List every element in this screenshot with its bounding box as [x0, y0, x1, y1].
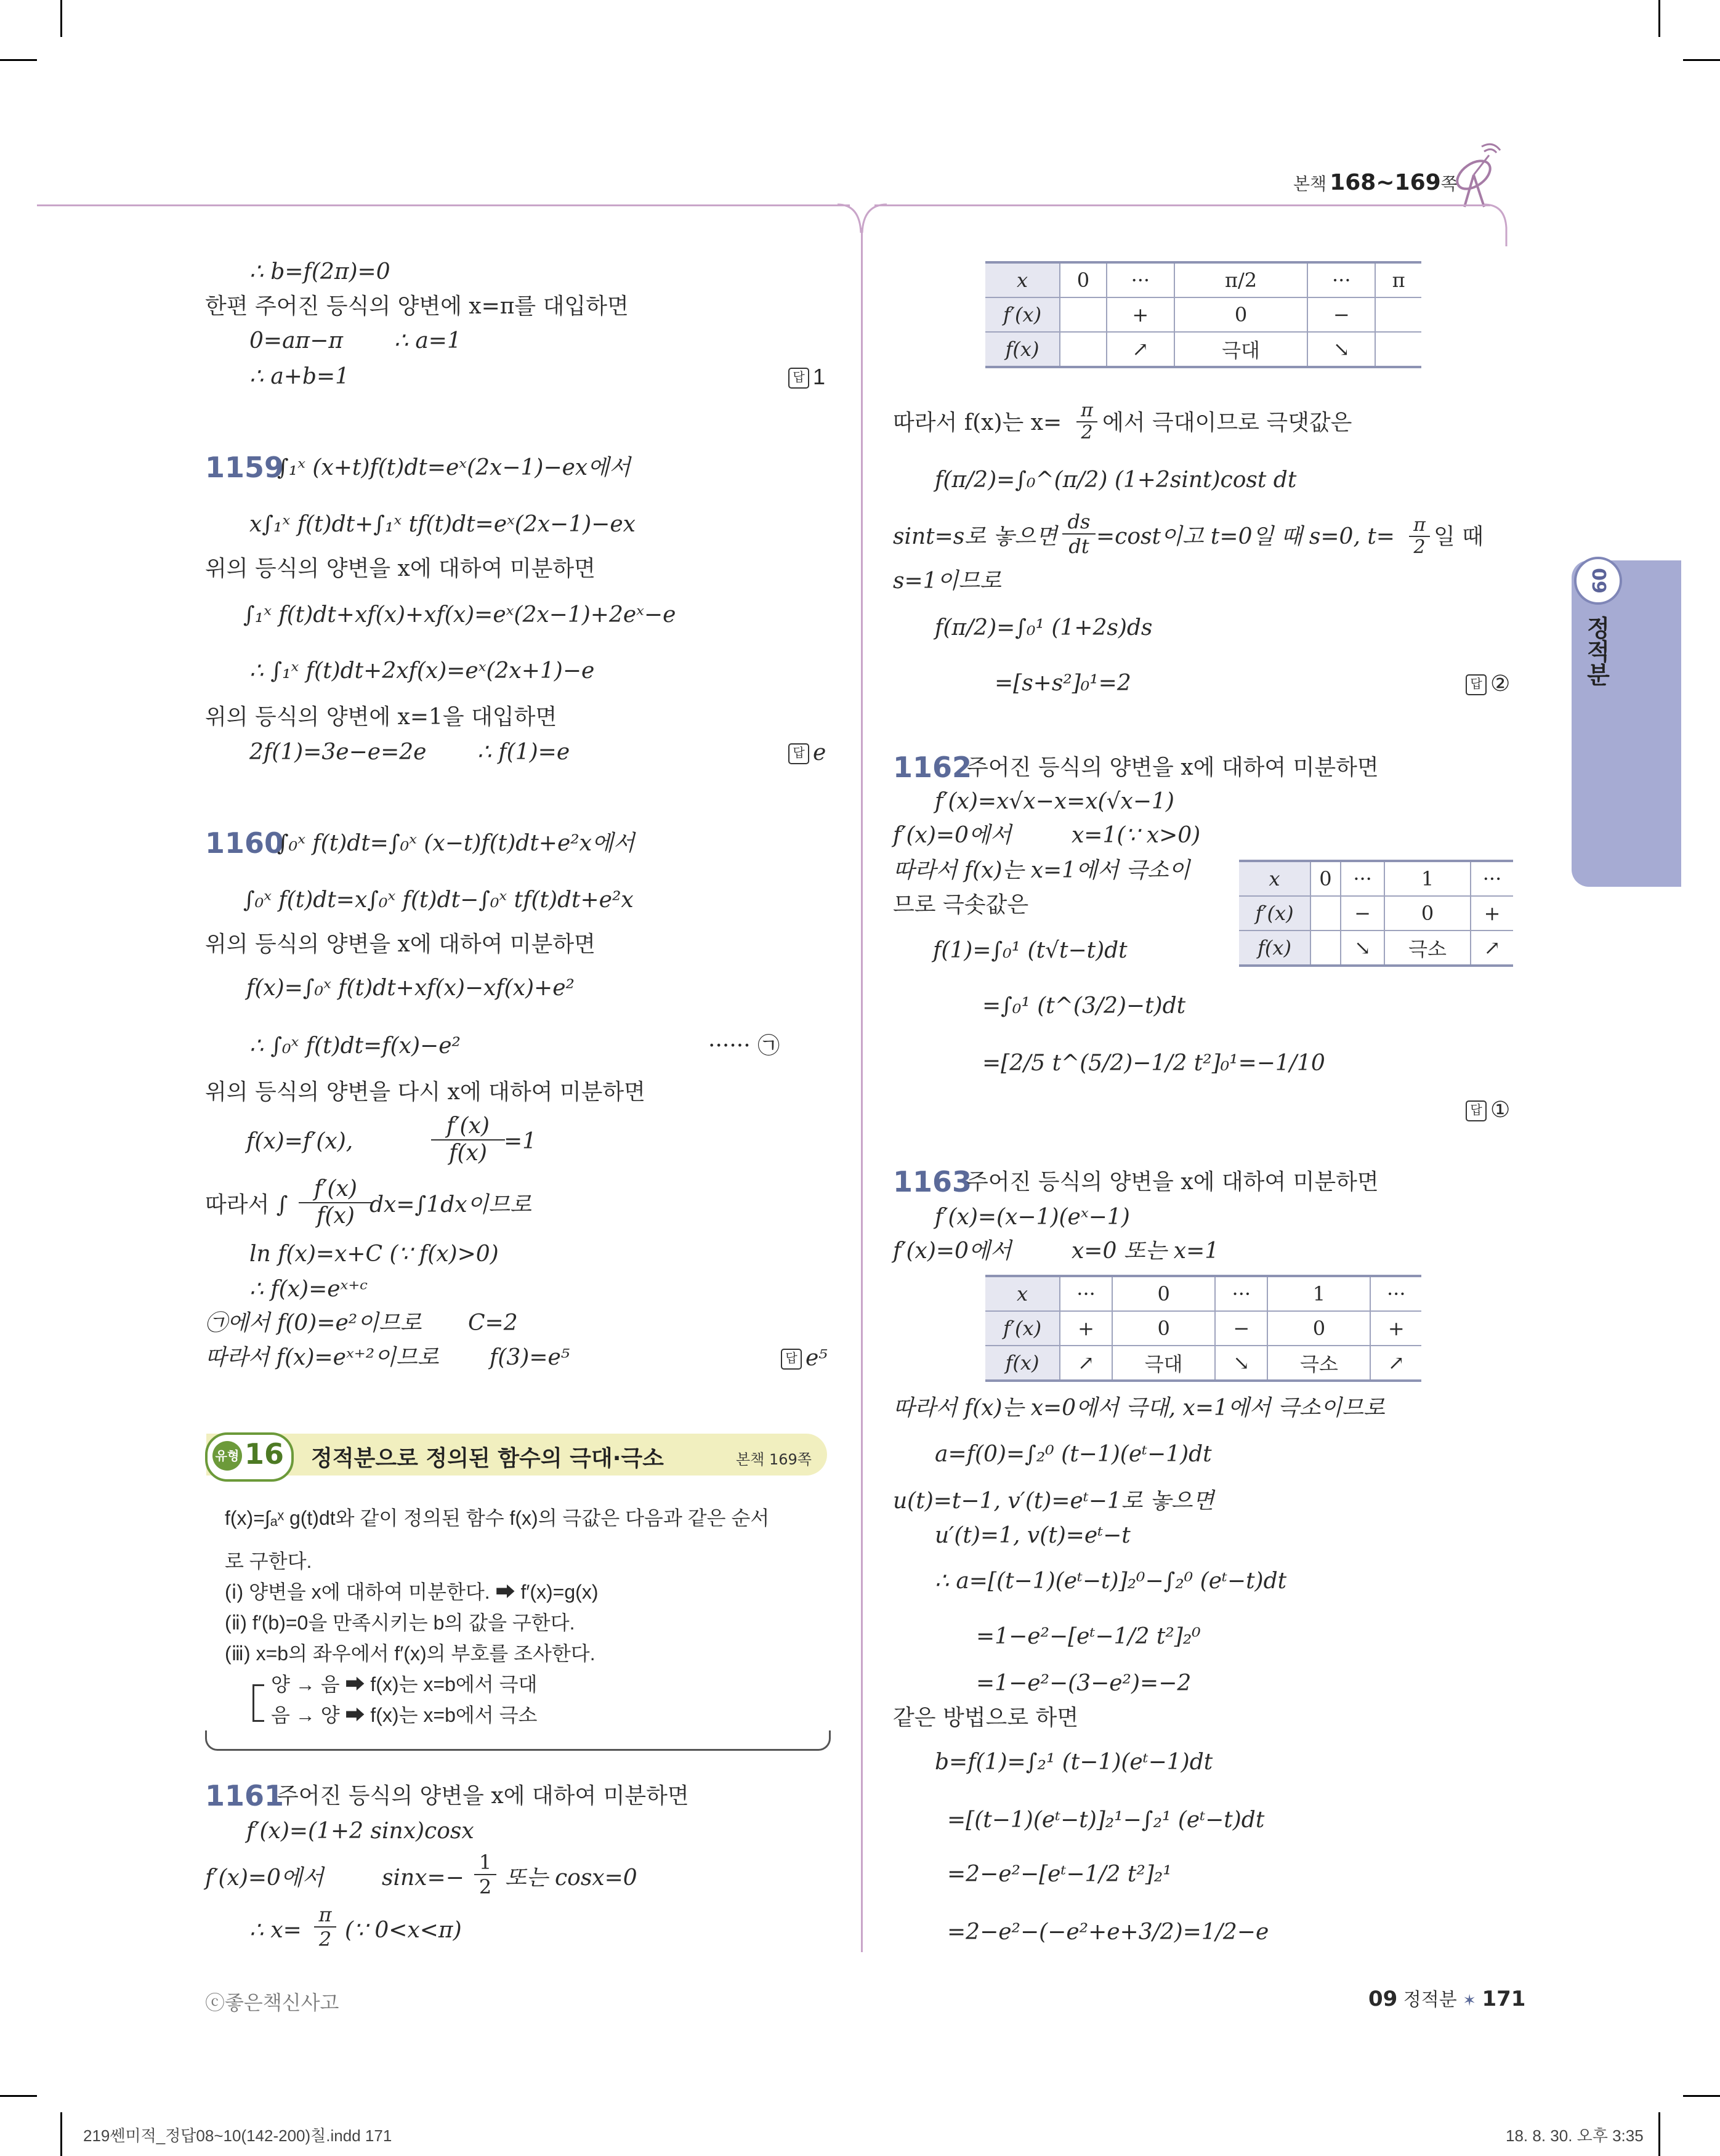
solution-line: 따라서 ∫ [205, 1192, 288, 1217]
table-cell: π [1375, 262, 1421, 297]
table-cell: ↘ [1341, 931, 1384, 966]
fraction: f′(x) f(x) [299, 1176, 373, 1229]
fraction: 1 2 [474, 1851, 496, 1899]
type-text: 양 → 음 ➡ f(x)는 x=b에서 극대 [271, 1673, 538, 1695]
table-cell: π/2 [1174, 262, 1307, 297]
table-cell: ··· [1370, 1276, 1421, 1311]
solution-line: x=0 또는 x=1 [1072, 1238, 1219, 1264]
table-cell: 0 [1174, 297, 1307, 332]
solution-line: 주어진 등식의 양변을 x에 대하여 미분하면 [277, 1783, 689, 1809]
type-badge: 유형 16 [205, 1432, 294, 1482]
solution-line: f(1)=∫₀¹ (t√t−t)dt [933, 938, 1128, 963]
equation-marker: ······ ㉠ [708, 1033, 780, 1059]
problem-number: 1162 [893, 751, 972, 784]
table-cell: 0 [1112, 1276, 1215, 1311]
type-text: (ⅱ) f′(b)=0을 만족시키는 b의 값을 구한다. [225, 1612, 575, 1634]
table-cell: ··· [1215, 1276, 1267, 1311]
solution-line: f′(x)=(x−1)(eˣ−1) [935, 1205, 1130, 1230]
problem-number: 1159 [205, 451, 285, 484]
solution-line: ∴ f(x)=eˣ⁺ᶜ [249, 1277, 368, 1302]
fraction: ds dt [1062, 510, 1096, 558]
table-cell: ↗ [1107, 332, 1174, 367]
solution-line: 따라서 f(x)는 x= [893, 410, 1062, 435]
solution-line: f(x)=∫₀ˣ f(t)dt+xf(x)−xf(x)+e² [246, 975, 575, 1001]
problem-number: 1163 [893, 1165, 972, 1198]
solution-line: f(π/2)=∫₀¹ (1+2s)ds [935, 615, 1153, 640]
table-cell: 1 [1267, 1276, 1370, 1311]
solution-line: =[2/5 t^(5/2)−1/2 t²]₀¹=−1/10 [982, 1051, 1325, 1076]
type-text: f(x)=∫ₐˣ g(t)dt와 같이 정의된 함수 f(x)의 극값은 다음과 같은 순서 [225, 1507, 770, 1529]
solution-line: ∫₀ˣ f(t)dt=x∫₀ˣ f(t)dt−∫₀ˣ tf(t)dt+e²x [243, 887, 634, 913]
type-text: (ⅲ) x=b의 좌우에서 f′(x)의 부호를 조사한다. [225, 1642, 596, 1665]
solution-line: u′(t)=1, v(t)=eᵗ−t [935, 1523, 1131, 1548]
table-cell: 0 [1060, 262, 1107, 297]
solution-line: ∴ b=f(2π)=0 [249, 259, 390, 285]
answer-icon: 답 [781, 1349, 802, 1370]
solution-line: ∴ a=1 [394, 328, 461, 353]
solution-line: 주어진 등식의 양변을 x에 대하여 미분하면 [967, 755, 1379, 780]
solution-line: f′(x)=(1+2 sinx)cosx [246, 1819, 474, 1844]
answer-mark: 답 e [788, 739, 826, 767]
solution-line: 같은 방법으로 하면 [893, 1705, 1079, 1730]
crop-mark [1658, 2112, 1660, 2156]
file-info: 219쎈미적_정답08~10(142-200)칠.indd 171 [83, 2126, 392, 2145]
solution-line: ∴ x= [249, 1918, 302, 1943]
table-cell [1375, 332, 1421, 367]
bracket [252, 1684, 264, 1722]
answer-mark: 답 ① [1466, 1096, 1510, 1123]
table-cell: ↘ [1307, 332, 1375, 367]
header-rule-left [37, 204, 850, 206]
sign-table-1162 [1239, 860, 1513, 967]
solution-line: b=f(1)=∫₂¹ (t−1)(eᵗ−1)dt [935, 1750, 1213, 1775]
solution-line: x=1(∵ x>0) [1072, 823, 1201, 848]
table-cell: − [1341, 896, 1384, 931]
solution-line: ln f(x)=x+C (∵ f(x)>0) [249, 1242, 499, 1267]
solution-line: =∫₀¹ (t^(3/2)−t)dt [982, 993, 1186, 1019]
answer-icon: 답 [1466, 674, 1487, 695]
solution-line: (∵ 0<x<π) [345, 1918, 462, 1943]
solution-line: =1 [504, 1129, 537, 1154]
table-cell: f(x) [985, 332, 1060, 367]
table-cell [1375, 297, 1421, 332]
solution-line: =2−e²−[eᵗ−1/2 t²]₂¹ [947, 1862, 1172, 1887]
solution-line: sinx=− [382, 1865, 464, 1891]
solution-line: 위의 등식의 양변을 다시 x에 대하여 미분하면 [205, 1080, 645, 1105]
chapter-side-tab [1572, 560, 1681, 887]
table-cell: 0 [1112, 1311, 1215, 1346]
solution-line: f(π/2)=∫₀^(π/2) (1+2sint)cost dt [935, 467, 1297, 493]
solution-line: =1−e²−[eᵗ−1/2 t²]₂⁰ [976, 1624, 1201, 1649]
crop-mark [1683, 2095, 1720, 2097]
sign-table-1161 [985, 261, 1421, 368]
solution-line: ∫₁ˣ (x+t)f(t)dt=eˣ(2x−1)−ex에서 [277, 455, 631, 480]
header-page-ref: 본책 168~169쪽 [1293, 170, 1458, 195]
solution-line: 한편 주어진 등식의 양변에 x=π를 대입하면 [205, 294, 629, 319]
solution-line: 따라서 f(x)는 x=1에서 극소이 [893, 858, 1190, 883]
table-cell: x [985, 262, 1060, 297]
table-cell: f′(x) [985, 297, 1060, 332]
solution-line: 므로 극솟값은 [893, 892, 1029, 918]
table-cell: − [1307, 297, 1375, 332]
table-cell [1310, 931, 1341, 966]
chapter-side-label: 정적분 [1583, 616, 1610, 686]
solution-line: ∫₀ˣ f(t)dt=∫₀ˣ (x−t)f(t)dt+e²x에서 [277, 831, 635, 856]
fraction: f′(x) f(x) [431, 1113, 505, 1166]
solution-line: =cost이고 t=0일 때 s=0, t= [1096, 524, 1395, 549]
answer-icon: 답 [788, 368, 809, 389]
table-cell: 극대 [1174, 332, 1307, 367]
table-cell: f(x) [985, 1346, 1060, 1381]
table-cell [1060, 332, 1107, 367]
table-cell: 극소 [1267, 1346, 1370, 1381]
solution-line: =[(t−1)(eᵗ−t)]₂¹−∫₂¹ (eᵗ−t)dt [947, 1807, 1265, 1833]
header-rule-corner [1484, 203, 1515, 246]
answer-mark: 답 1 [788, 363, 825, 390]
solution-line: f(3)=e⁵ [490, 1345, 570, 1370]
table-cell: ↗ [1471, 931, 1513, 966]
problem-number: 1160 [205, 826, 285, 860]
solution-line: a=f(0)=∫₂⁰ (t−1)(eᵗ−1)dt [935, 1442, 1212, 1467]
solution-line: f′(x)=0에서 [205, 1865, 324, 1891]
solution-line: ∴ ∫₁ˣ f(t)dt+2xf(x)=eˣ(2x+1)−e [249, 658, 595, 684]
type-box-bottom [205, 1730, 831, 1751]
table-cell: ··· [1341, 861, 1384, 896]
solution-line: s=1이므로 [893, 568, 1001, 594]
type-page-ref: 본책 169쪽 [736, 1451, 812, 1468]
table-cell: + [1107, 297, 1174, 332]
crop-mark [0, 2095, 37, 2097]
crop-mark [60, 0, 62, 37]
type-text: (ⅰ) 양변을 x에 대하여 미분한다. ➡ f′(x)=g(x) [225, 1581, 599, 1603]
solution-line: ∴ a=[(t−1)(eᵗ−t)]₂⁰−∫₂⁰ (eᵗ−t)dt [935, 1569, 1287, 1594]
table-cell: 1 [1384, 861, 1471, 896]
solution-line: 0=aπ−π [249, 328, 344, 353]
type-title: 정적분으로 정의된 함수의 극대·극소 [311, 1446, 664, 1471]
solution-line: ∴ a+b=1 [249, 364, 350, 389]
solution-line: 2f(1)=3e−e=2e [249, 740, 427, 765]
solution-line: ∴ ∫₀ˣ f(t)dt=f(x)−e² [249, 1033, 461, 1059]
table-cell: f′(x) [985, 1311, 1060, 1346]
table-cell: 극소 [1384, 931, 1471, 966]
table-cell: x [985, 1276, 1060, 1311]
table-cell [1060, 297, 1107, 332]
table-cell: − [1215, 1311, 1267, 1346]
solution-line: 따라서 f(x)는 x=0에서 극대, x=1에서 극소이므로 [893, 1395, 1385, 1421]
table-cell: 0 [1384, 896, 1471, 931]
type-text: 음 → 양 ➡ f(x)는 x=b에서 극소 [271, 1704, 538, 1726]
solution-line: 위의 등식의 양변에 x=1을 대입하면 [205, 705, 557, 730]
chapter-side-number: 09 [1574, 557, 1622, 605]
table-cell: 0 [1267, 1311, 1370, 1346]
solution-line: 위의 등식의 양변을 x에 대하여 미분하면 [205, 932, 596, 957]
table-cell: ↗ [1370, 1346, 1421, 1381]
solution-line: f(x)=f′(x), [246, 1129, 353, 1154]
table-cell: 극대 [1112, 1346, 1215, 1381]
solution-line: =2−e²−(−e²+e+3/2)=1/2−e [947, 1920, 1269, 1945]
column-divider [861, 228, 863, 1952]
fraction: π 2 [314, 1903, 336, 1951]
solution-line: 또는 cosx=0 [505, 1865, 637, 1891]
table-cell: ··· [1060, 1276, 1112, 1311]
solution-line: f′(x)=0에서 [893, 823, 1012, 848]
fraction: π 2 [1076, 400, 1097, 443]
table-cell: + [1060, 1311, 1112, 1346]
solution-line: x∫₁ˣ f(t)dt+∫₁ˣ tf(t)dt=eˣ(2x−1)−ex [249, 512, 636, 537]
publisher-credit: ⓒ좋은책신사고 [205, 1992, 339, 2014]
table-cell: ↗ [1060, 1346, 1112, 1381]
table-cell: ··· [1471, 861, 1513, 896]
solution-line: f′(x)=x√x−x=x(√x−1) [935, 789, 1174, 814]
table-cell: 0 [1310, 861, 1341, 896]
solution-line: dx=∫1dx이므로 [369, 1192, 531, 1217]
fraction: π 2 [1409, 515, 1430, 558]
solution-line: u(t)=t−1, v′(t)=eᵗ−1로 놓으면 [893, 1488, 1214, 1514]
table-cell [1310, 896, 1341, 931]
answer-mark: 답 e⁵ [781, 1344, 828, 1372]
answer-mark: 답 ② [1466, 670, 1510, 697]
solution-line: ∴ f(1)=e [477, 740, 570, 765]
satellite-icon [1446, 143, 1501, 211]
solution-line: 위의 등식의 양변을 x에 대하여 미분하면 [205, 556, 596, 581]
table-cell: + [1471, 896, 1513, 931]
answer-icon: 답 [788, 743, 809, 764]
print-timestamp: 18. 8. 30. 오후 3:35 [1506, 2126, 1644, 2145]
solution-line: f′(x)=0에서 [893, 1238, 1012, 1264]
crop-mark [60, 2112, 62, 2156]
solution-line: =1−e²−(3−e²)=−2 [976, 1671, 1192, 1696]
solution-line: 에서 극대이므로 극댓값은 [1102, 410, 1352, 435]
table-cell: ··· [1107, 262, 1174, 297]
solution-line: 일 때 [1434, 524, 1484, 549]
solution-line: sint=s로 놓으면 [893, 524, 1057, 549]
solution-line: =[s+s²]₀¹=2 [995, 671, 1131, 696]
solution-line: ∫₁ˣ f(t)dt+xf(x)+xf(x)=eˣ(2x−1)+2eˣ−e [243, 602, 676, 628]
table-cell: f′(x) [1239, 896, 1310, 931]
header-rule-right [874, 204, 1490, 206]
answer-icon: 답 [1466, 1100, 1487, 1121]
table-cell: x [1239, 861, 1310, 896]
table-cell: ··· [1307, 262, 1375, 297]
crop-mark [0, 59, 37, 61]
solution-line: C=2 [468, 1310, 518, 1336]
crop-mark [1683, 59, 1720, 61]
type-text: 로 구한다. [225, 1550, 312, 1572]
page-footer: 09 정적분 ✶ 171 [1368, 1987, 1526, 2011]
crop-mark [1658, 0, 1660, 37]
table-cell: f(x) [1239, 931, 1310, 966]
table-cell: ↘ [1215, 1346, 1267, 1381]
solution-line: 주어진 등식의 양변을 x에 대하여 미분하면 [967, 1169, 1379, 1195]
table-cell: + [1370, 1311, 1421, 1346]
problem-number: 1161 [205, 1779, 285, 1812]
solution-line: 따라서 f(x)=eˣ⁺²이므로 [205, 1345, 439, 1370]
sign-table-1163 [985, 1275, 1421, 1382]
solution-line: ㉠에서 f(0)=e²이므로 [205, 1310, 422, 1336]
